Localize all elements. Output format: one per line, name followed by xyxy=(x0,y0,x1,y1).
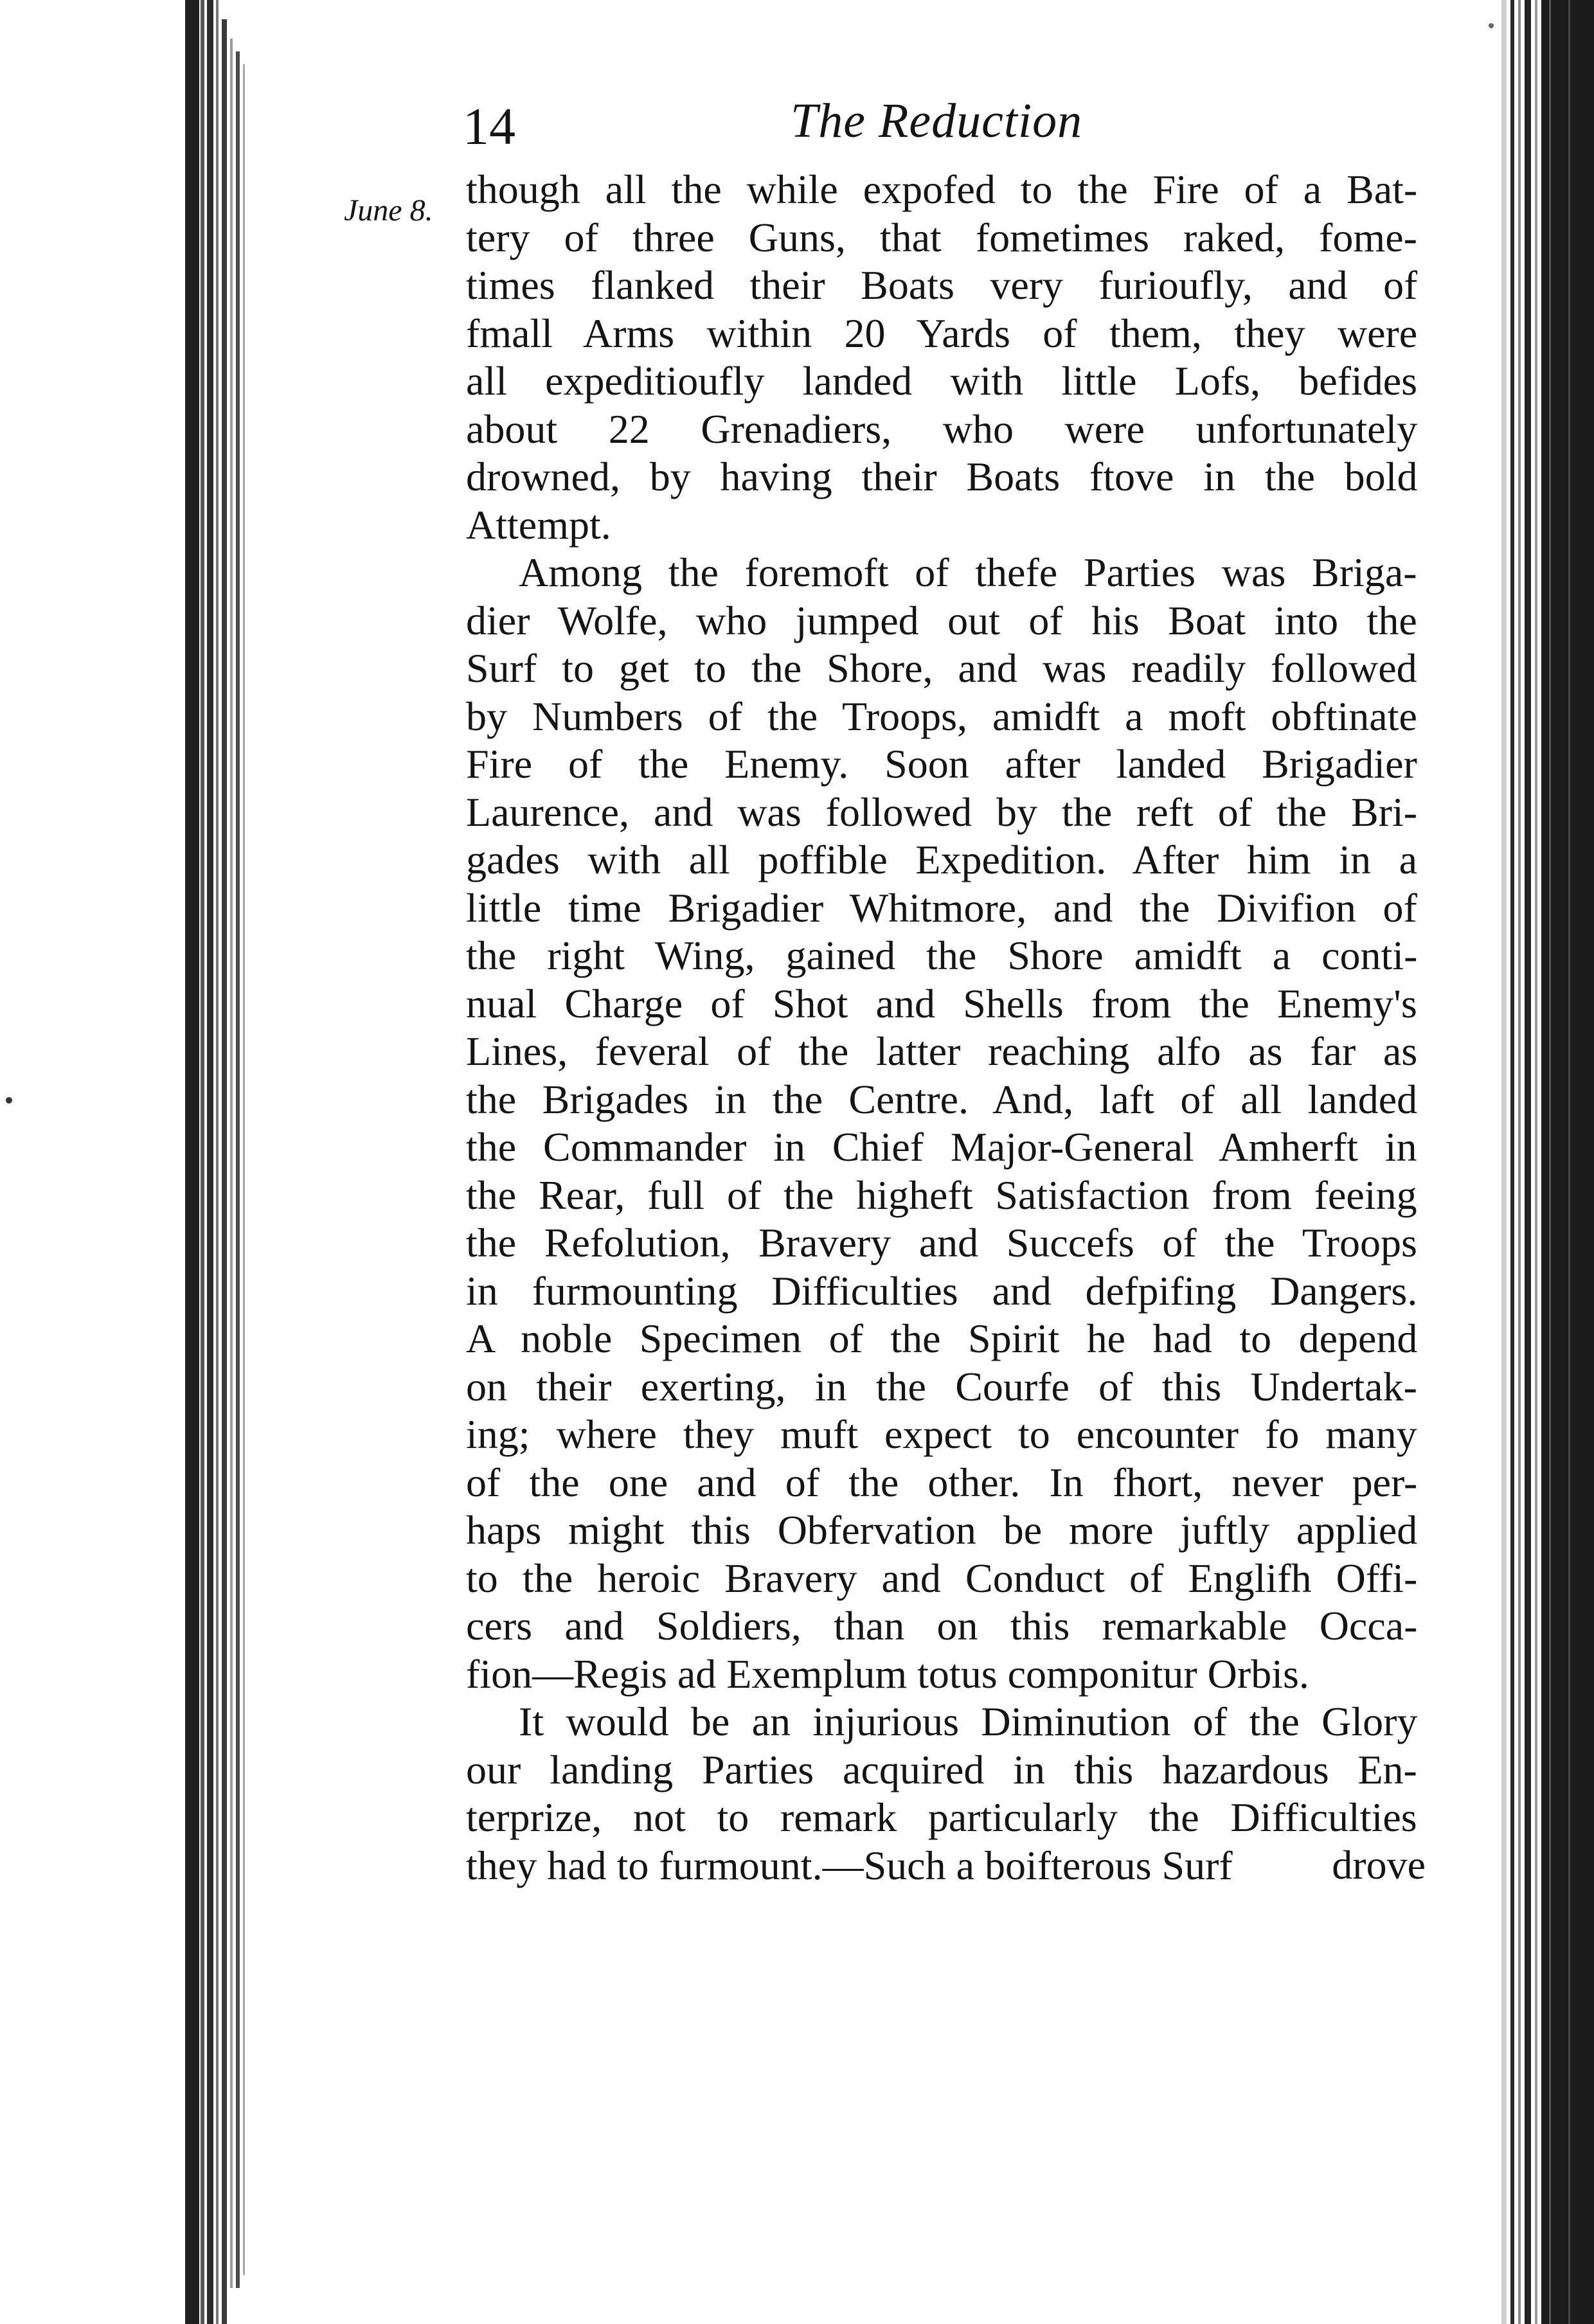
catchword: drove xyxy=(1332,1842,1426,1888)
text-line: haps might this Obfervation be more juftly applied xyxy=(466,1507,1417,1553)
text-line: ing; where they muft expect to encounter fo many xyxy=(466,1411,1417,1457)
text-line: times flanked their Boats very furioufly, and of xyxy=(466,262,1417,308)
text-line: the right Wing, gained the Shore amidft a conti- xyxy=(466,933,1417,978)
text-line: they had to furmount.—Such a boifterous Surf xyxy=(466,1842,1233,1888)
text-line: Laurence, and was followed by the reft of the Bri- xyxy=(466,789,1417,835)
page-number: 14 xyxy=(463,97,515,156)
text-line: terprize, not to remark particularly the Difficulties xyxy=(466,1794,1417,1840)
text-line: of the one and of the other. In fhort, never per- xyxy=(466,1459,1417,1505)
text-line: the Rear, full of the higheft Satisfaction from feeing xyxy=(466,1172,1417,1218)
text-line: the Brigades in the Centre. And, laft of all landed xyxy=(466,1076,1417,1122)
text-line: drowned, by having their Boats ftove in the bold xyxy=(466,454,1417,499)
text-line: dier Wolfe, who jumped out of his Boat into the xyxy=(466,597,1417,643)
text-line: in furmounting Difficulties and defpifing Dangers. xyxy=(466,1267,1417,1314)
text-line: nual Charge of Shot and Shells from the Enemy's xyxy=(466,980,1417,1026)
text-line: though all the while expofed to the Fire of a Bat- xyxy=(466,166,1417,212)
text-line: fmall Arms within 20 Yards of them, they were xyxy=(466,310,1417,356)
text-line: tery of three Guns, that fometimes raked, fome- xyxy=(466,214,1417,260)
text-line: Fire of the Enemy. Soon after landed Brigadier xyxy=(466,741,1417,787)
paragraph-first-line: Among the foremoft of thefe Parties was Briga- xyxy=(519,550,1417,595)
catchword-container xyxy=(1221,1841,1426,1889)
text-line: little time Brigadier Whitmore, and the Divifion of xyxy=(466,884,1417,931)
text-line: Lines, feveral of the latter reaching alfo as far as xyxy=(466,1028,1417,1074)
margin-date-note: June 8. xyxy=(344,193,433,228)
text-line: cers and Soldiers, than on this remarkable Occa- xyxy=(466,1603,1417,1649)
paragraph-first-line: It would be an injurious Diminution of the Glory xyxy=(519,1699,1417,1744)
text-line: gades with all poffible Expedition. After him in a xyxy=(466,837,1417,882)
text-line: A noble Specimen of the Spirit he had to depend xyxy=(466,1316,1417,1361)
text-line: all expeditioufly landed with little Lofs, befides xyxy=(466,358,1417,404)
running-head: The Reduction xyxy=(791,94,1083,148)
edge-speck-top xyxy=(1489,23,1494,28)
body-text-block xyxy=(466,166,1417,1890)
text-line: our landing Parties acquired in this hazardous En- xyxy=(466,1746,1417,1792)
text-line: Attempt. xyxy=(466,501,611,548)
text-line: fion—Regis ad Exemplum totus componitur Orbis. xyxy=(466,1650,1309,1697)
text-line: Surf to get to the Shore, and was readily followed xyxy=(466,645,1417,691)
text-line: by Numbers of the Troops, amidft a moft obftinate xyxy=(466,693,1417,739)
edge-speck xyxy=(6,1097,12,1104)
text-line: about 22 Grenadiers, who were unfortunately xyxy=(466,406,1417,452)
text-line: to the heroic Bravery and Conduct of Englifh Offi- xyxy=(466,1555,1417,1601)
text-line: on their exerting, in the Courfe of this Undertak- xyxy=(466,1363,1417,1409)
text-line: the Commander in Chief Major-General Amherft in xyxy=(466,1124,1417,1170)
text-line: the Refolution, Bravery and Succefs of the Troops xyxy=(466,1220,1417,1265)
